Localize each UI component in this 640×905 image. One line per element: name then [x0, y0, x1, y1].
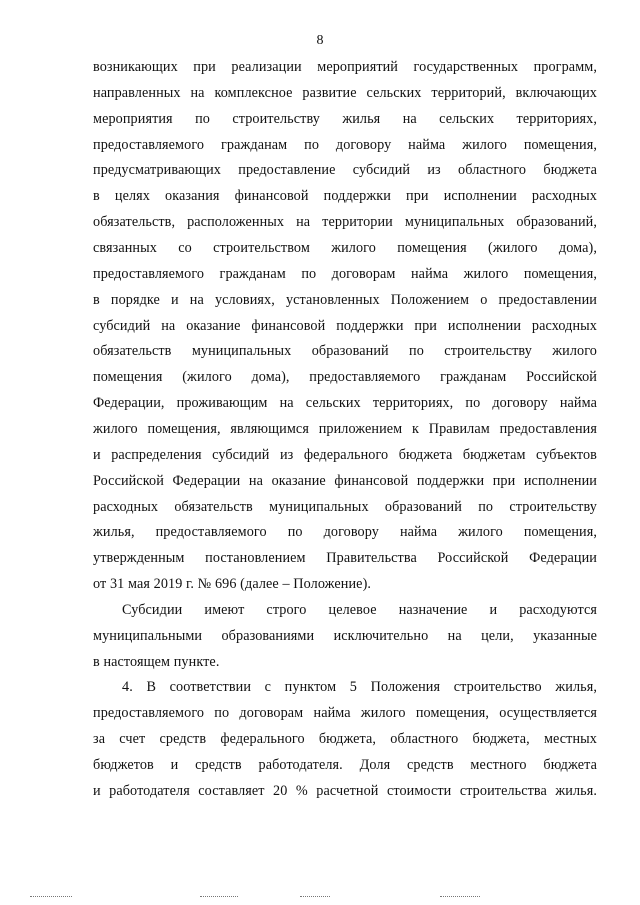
scan-edge-marks — [0, 896, 640, 900]
text-line: обязательств, расположенных на территории муниципальных образований, — [93, 214, 597, 231]
text-line: предоставляемого гражданам по договору найма жилого помещения, — [93, 136, 597, 153]
text-line: предусматривающих предоставление субсидий из областного бюджета — [93, 162, 597, 179]
text-line: возникающих при реализации мероприятий государственных программ, — [93, 59, 597, 75]
text-line: в целях оказания финансовой поддержки при исполнении расходных — [93, 188, 597, 205]
text-line: и работодателя составляет 20 % расчетной стоимости строительства жилья. — [93, 782, 597, 799]
text-line: жилого помещения, являющимся приложением к Правилам предоставления — [93, 420, 597, 437]
text-line: субсидий на оказание финансовой поддержки при исполнении расходных — [93, 317, 597, 334]
text-line: за счет средств федерального бюджета, областного бюджета, местных — [93, 731, 597, 748]
page-number: 8 — [316, 33, 324, 48]
text-line: Российской Федерации на оказание финансовой поддержки при исполнении — [93, 472, 597, 489]
text-line: муниципальными образованиями исключительно на цели, указанные — [93, 627, 597, 644]
text-line: связанных со строительством жилого помещения (жилого дома), — [93, 240, 597, 256]
text-line: направленных на комплексное развитие сельских территорий, включающих — [93, 84, 597, 101]
text-line: в порядке и на условиях, установленных Положением о предоставлении — [93, 291, 597, 308]
text-line: предоставляемого гражданам по договорам найма жилого помещения, — [93, 265, 597, 282]
text-line: Федерации, проживающим на сельских территориях, по договору найма — [93, 395, 597, 412]
text-line: 4. В соответствии с пунктом 5 Положения строительство жилья, — [122, 679, 597, 696]
text-line: Субсидии имеют строго целевое назначение и расходуются — [122, 601, 597, 618]
text-line: расходных обязательств муниципальных образований по строительству — [93, 498, 597, 515]
text-line: утвержденным постановлением Правительства Российской Федерации — [93, 550, 597, 567]
text-line: бюджетов и средств работодателя. Доля средств местного бюджета — [93, 757, 597, 773]
text-line: мероприятия по строительству жилья на сельских территориях, — [93, 110, 597, 127]
text-line: жилья, предоставляемого по договору найма жилого помещения, — [93, 524, 597, 541]
text-line: и распределения субсидий из федерального бюджета бюджетам субъектов — [93, 446, 597, 463]
text-line: помещения (жилого дома), предоставляемого гражданам Российской — [93, 369, 597, 386]
text-line: в настоящем пункте. — [93, 653, 220, 670]
text-line: обязательств муниципальных образований по строительству жилого — [93, 343, 597, 360]
text-line: от 31 мая 2019 г. № 696 (далее – Положение). — [93, 576, 372, 592]
text-line: предоставляемого по договорам найма жилого помещения, осуществляется — [93, 705, 597, 722]
